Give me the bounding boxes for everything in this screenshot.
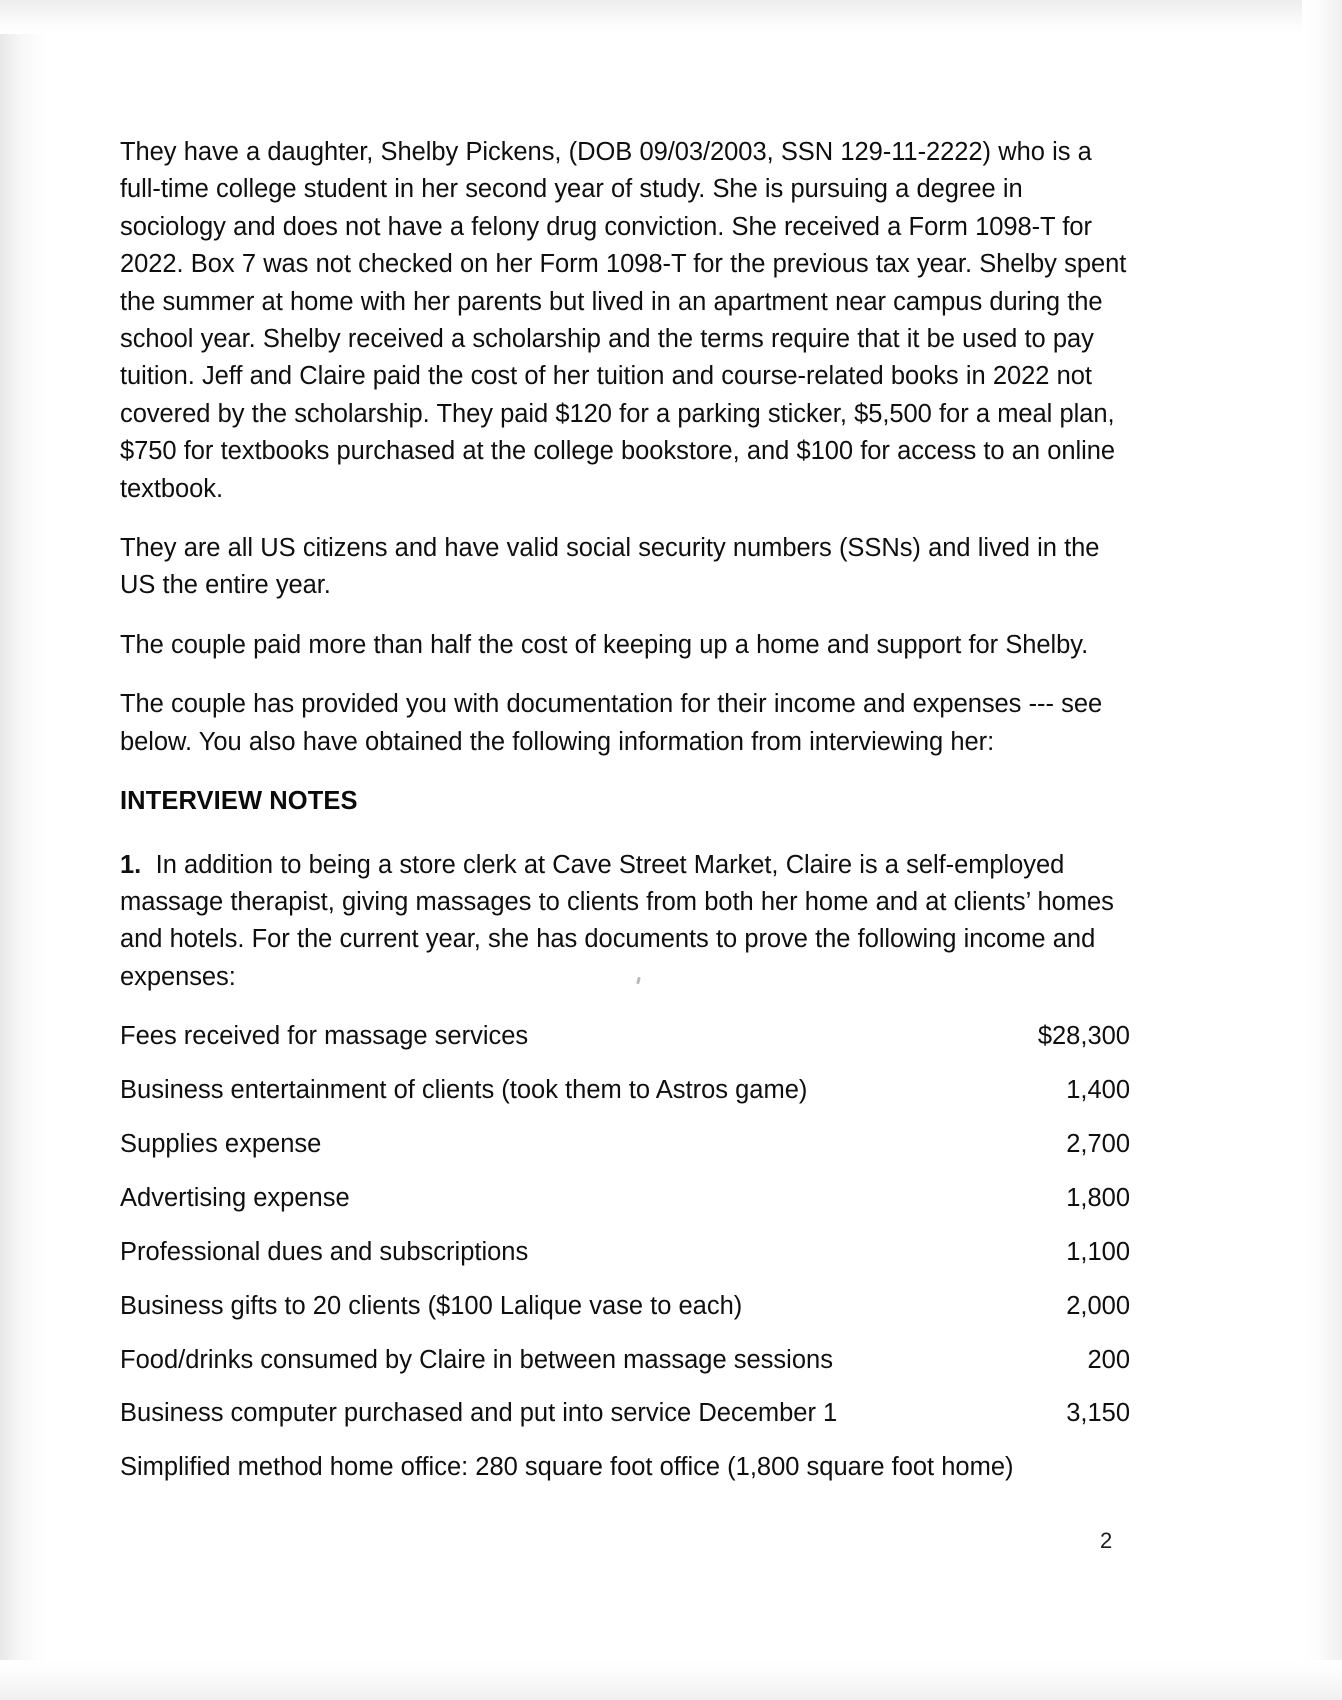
- scan-shadow-right: [1302, 0, 1342, 1700]
- amount-value: 3,150: [1066, 1399, 1130, 1428]
- scan-shadow-top: [0, 0, 1342, 34]
- paragraph-documentation: The couple has provided you with documentation for their income and expenses --- see below. You also have obtained the following information from interviewing her:: [120, 690, 1103, 756]
- amount-row: [120, 1234, 1130, 1271]
- section-heading-interview-notes: INTERVIEW NOTES: [120, 787, 358, 816]
- amount-row: [120, 1180, 1130, 1217]
- document-body: [120, 134, 1130, 1503]
- paragraph-daughter-details: They have a daughter, Shelby Pickens, (DOB 09/03/2003, SSN 129-11-2222) who is a full-time college student in her second year of study. She is pursuing a degree in sociology and does not have a felony drug conviction. She received a Form 1098-T for 2022. Box 7 was not checked on her Form 1098-T for the previous tax year. Shelby spent the summer at home with her parents but lived in an apartment near campus during the school year. Shelby received a scholarship and the terms require that it be used to pay tuition. Jeff and Claire paid the cost of her tuition and course-related books in 2022 not covered by the scholarship. They paid $120 for a parking sticker, $5,500 for a meal plan, $750 for textbooks purchased at the college bookstore, and $100 for access to an online textbook.: [120, 138, 1127, 503]
- amount-value: 1,800: [1066, 1183, 1130, 1212]
- amount-value: $28,300: [1037, 1022, 1130, 1051]
- amount-value: 2,700: [1066, 1129, 1130, 1158]
- amount-label: Fees received for massage services: [120, 1022, 529, 1051]
- scan-shadow-left: [0, 0, 46, 1700]
- home-office-label: Simplified method home office: 280 square foot office (1,800 square foot home): [120, 1453, 1014, 1482]
- interview-note-item-1-number: 1.: [120, 850, 142, 879]
- amount-label: Business gifts to 20 clients ($100 Lalique vase to each): [120, 1291, 743, 1320]
- amount-value: 2,000: [1066, 1291, 1130, 1320]
- interview-note-item-1-text-spacer: [141, 851, 155, 879]
- amount-row: [120, 1126, 1130, 1163]
- paragraph-citizenship: They are all US citizens and have valid social security numbers (SSNs) and lived in the US the entire year.: [120, 534, 1100, 600]
- amount-row: [120, 1072, 1130, 1109]
- amount-label: Supplies expense: [120, 1129, 322, 1158]
- amount-row: [120, 1288, 1130, 1325]
- scan-shadow-bottom: [0, 1660, 1342, 1700]
- amount-label: Professional dues and subscriptions: [120, 1237, 529, 1266]
- income-and-expenses-list: [120, 1018, 1130, 1487]
- amount-label: Advertising expense: [120, 1183, 350, 1212]
- interview-note-item-1-text: In addition to being a store clerk at Cave Street Market, Claire is a self-employed massage therapist, giving massages to clients from both her home and at clients’ homes and hotels. For the current year, she has documents to prove the following income and expenses:: [120, 850, 1114, 991]
- paragraph-household-support: The couple paid more than half the cost of keeping up a home and support for Shelby.: [120, 630, 1089, 659]
- amount-row: [120, 1018, 1130, 1055]
- page-number: 2: [1100, 1528, 1113, 1553]
- amount-value: 200: [1087, 1345, 1130, 1374]
- amount-value: 1,400: [1066, 1076, 1130, 1105]
- home-office-row: [120, 1449, 1130, 1486]
- amount-label: Business computer purchased and put into service December 1: [120, 1399, 838, 1428]
- amount-row: [120, 1395, 1130, 1432]
- amount-value: 1,100: [1066, 1237, 1130, 1266]
- amount-label: Food/drinks consumed by Claire in between massage sessions: [120, 1345, 833, 1374]
- amount-label: Business entertainment of clients (took them to Astros game): [120, 1076, 808, 1105]
- interview-note-item-1: [120, 847, 1130, 997]
- amount-row: [120, 1342, 1130, 1379]
